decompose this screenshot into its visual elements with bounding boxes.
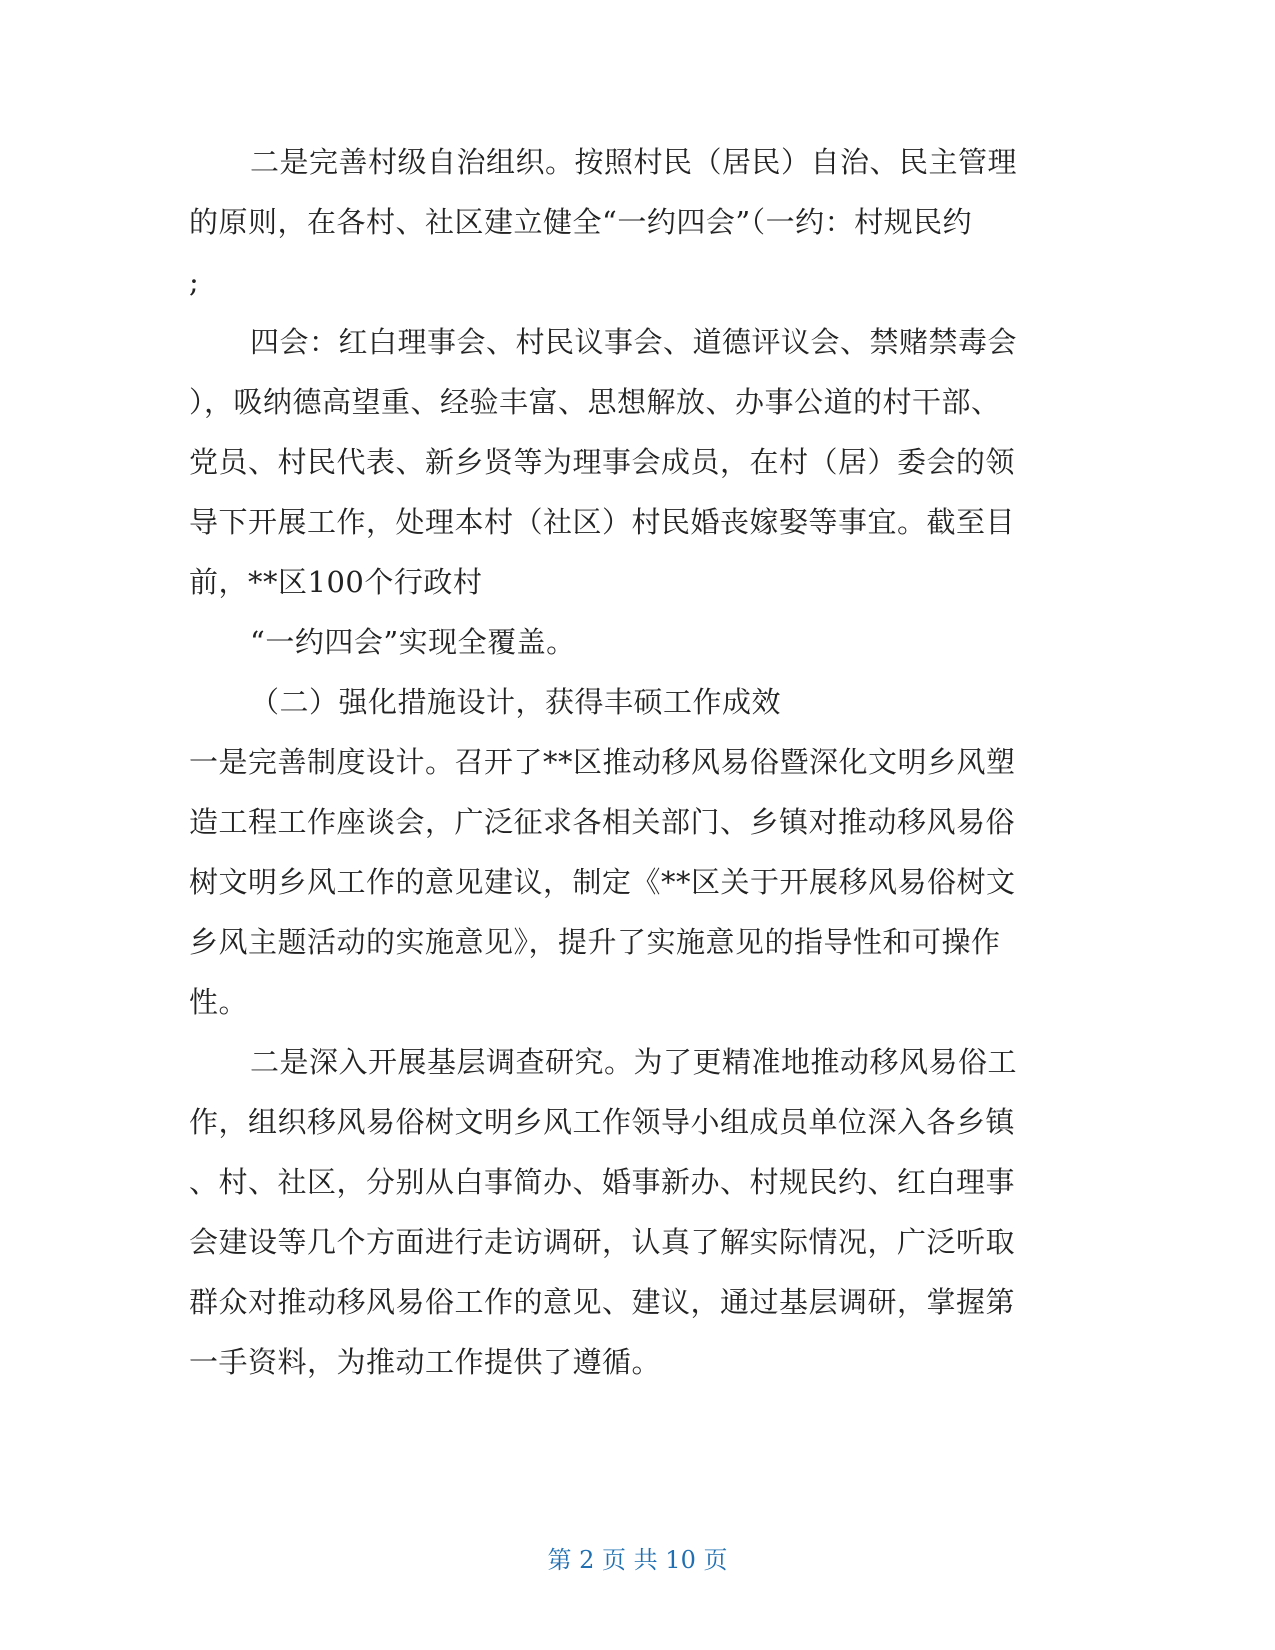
text-line: 前，**区100个行政村 [189,565,483,599]
text-line: ; [189,265,200,299]
text-line: 会建设等几个方面进行走访调研，认真了解实际情况，广泛听取 [189,1225,1016,1259]
text-line: 二是深入开展基层调查研究。为了更精准地推动移风易俗工 [250,1045,1018,1079]
text-line: 二是完善村级自治组织。按照村民（居民）自治、民主管理 [250,145,1018,179]
text-line: 、村、社区，分别从白事简办、婚事新办、村规民约、红白理事 [189,1165,1016,1199]
text-line: 性。 [189,985,249,1019]
text-line: 党员、村民代表、新乡贤等为理事会成员，在村（居）委会的领 [189,445,1016,479]
text-line: “一约四会”实现全覆盖。 [250,625,576,659]
text-line: 一是完善制度设计。召开了**区推动移风易俗暨深化文明乡风塑 [189,745,1016,779]
text-line: 四会：红白理事会、村民议事会、道德评议会、禁赌禁毒会 [250,325,1018,359]
section-heading: （二）强化措施设计，获得丰硕工作成效 [250,685,782,719]
text-line: 树文明乡风工作的意见建议，制定《**区关于开展移风易俗树文 [189,865,1016,899]
text-line: 一手资料，为推动工作提供了遵循。 [189,1345,662,1379]
text-line: 导下开展工作，处理本村（社区）村民婚丧嫁娶等事宜。截至目 [189,505,1016,539]
text-line: 乡风主题活动的实施意见》，提升了实施意见的指导性和可操作 [189,925,1001,959]
text-line: 作，组织移风易俗树文明乡风工作领导小组成员单位深入各乡镇 [189,1105,1016,1139]
text-line: ），吸纳德高望重、经验丰富、思想解放、办事公道的村干部、 [189,385,1001,419]
page-number-footer: 第 2 页 共 10 页 [547,1546,728,1574]
text-line: 造工程工作座谈会，广泛征求各相关部门、乡镇对推动移风易俗 [189,805,1016,839]
text-line: 群众对推动移风易俗工作的意见、建议，通过基层调研，掌握第 [189,1285,1016,1319]
text-line: 的原则，在各村、社区建立健全“一约四会”（一约：村规民约 [189,205,973,239]
